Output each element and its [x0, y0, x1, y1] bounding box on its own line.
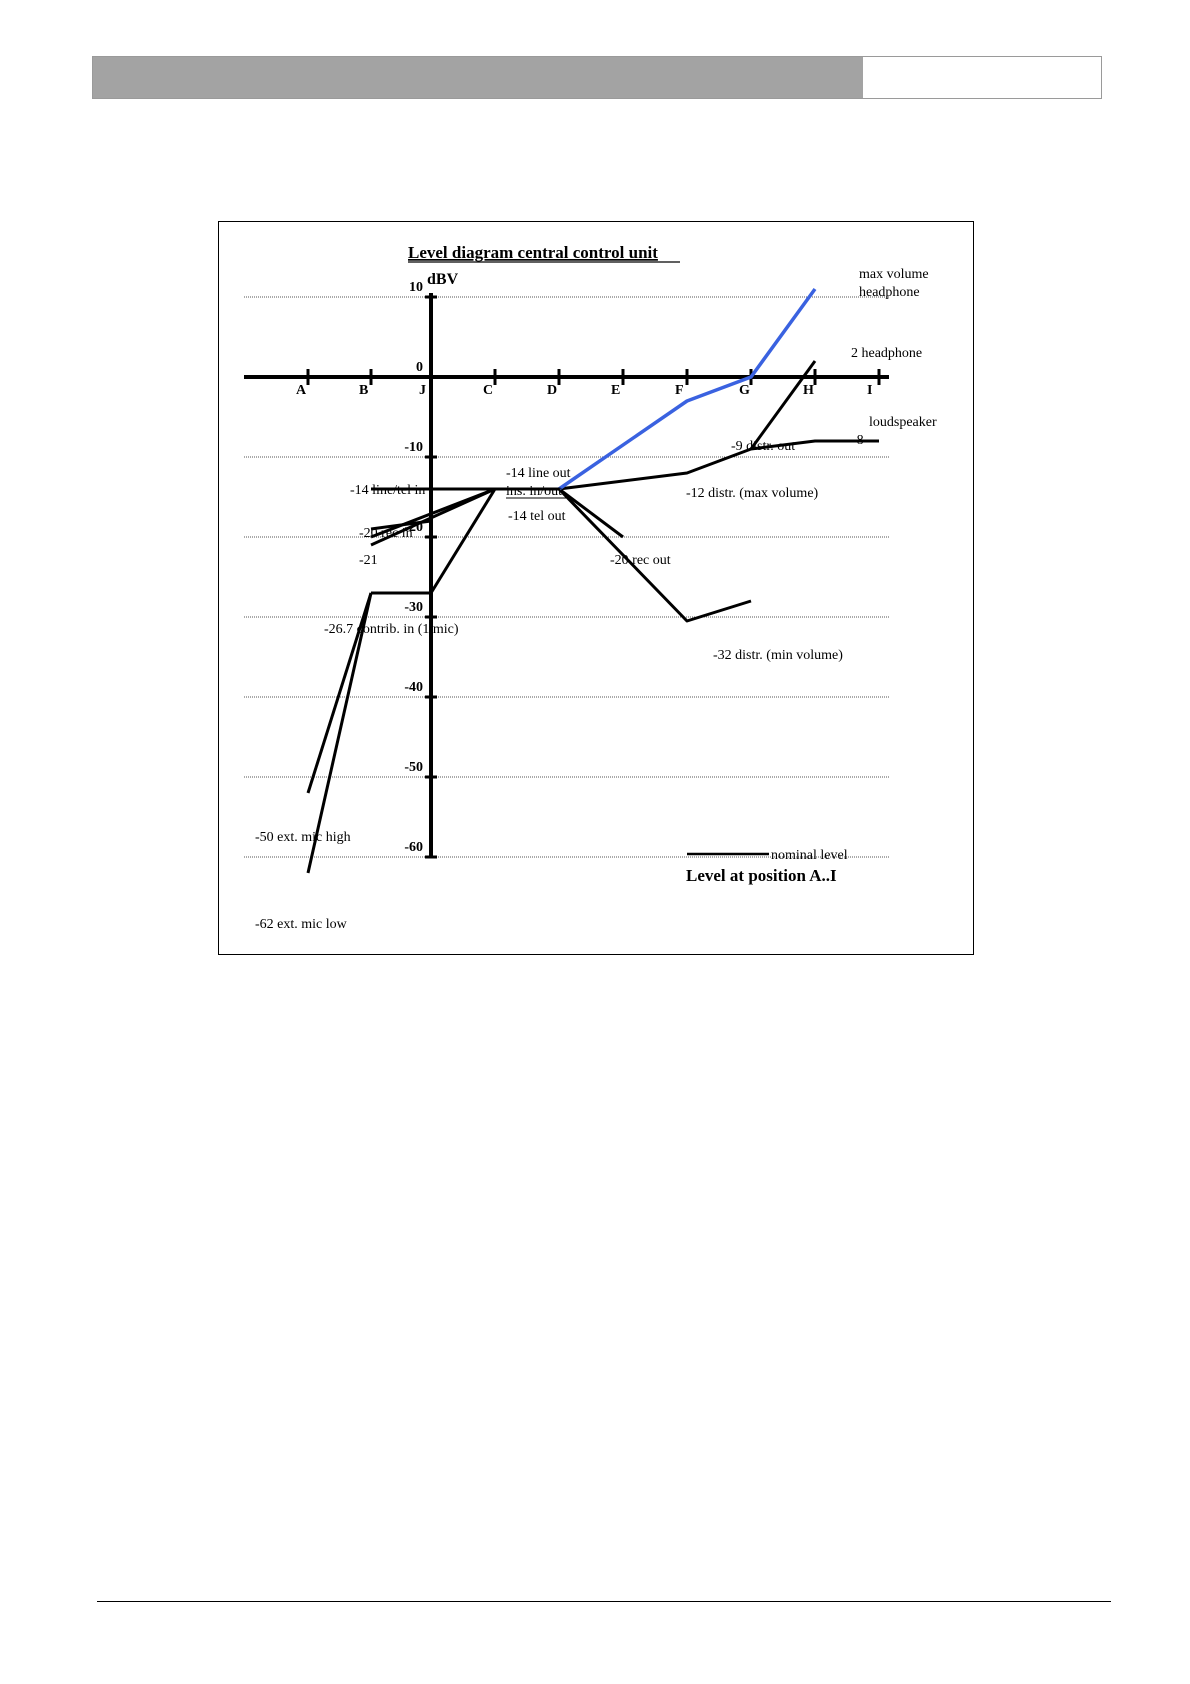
series-line: [559, 289, 815, 489]
y-tick-label: -10: [404, 440, 423, 455]
y-tick-label: 10: [409, 280, 423, 295]
page-header-bar: [92, 56, 1102, 99]
annotation-distr-min: -32 distr. (min volume): [713, 648, 843, 663]
annotation-mic-high: -50 ext. mic high: [255, 830, 351, 845]
x-tick-label: C: [483, 383, 494, 398]
y-tick-label: -40: [404, 680, 423, 695]
x-tick-label: F: [675, 383, 684, 398]
annotation-headphone-label: headphone: [859, 285, 920, 300]
annotation-rec-out: -20 rec out: [610, 553, 671, 568]
y-tick-label: 0: [416, 360, 423, 375]
annotation-loudspeaker-value: -8: [852, 433, 864, 448]
x-tick-label: E: [611, 383, 621, 398]
annotation-max-volume: max volume: [859, 267, 929, 282]
series-line: [559, 441, 879, 489]
page-header-grey-band: [93, 57, 863, 98]
x-axis-label: Level at position A..I: [686, 866, 837, 885]
annotation-rec-in-low: -21: [359, 553, 378, 568]
y-tick-label: -50: [404, 760, 423, 775]
y-tick-label: -60: [404, 840, 423, 855]
level-diagram-chart: [219, 222, 975, 956]
y-tick-label: -20: [404, 520, 423, 535]
annotation-loudspeaker: loudspeaker: [869, 415, 937, 430]
grid-lines: [244, 297, 889, 857]
annotation-contrib-in: -26.7 contrib. in (1 mic): [324, 622, 459, 637]
series-line: [559, 489, 623, 537]
y-axis-label: dBV: [427, 271, 459, 288]
y-tick-labels: [404, 280, 423, 855]
annotation-distr-out: -9 distr. out: [731, 439, 796, 454]
x-tick-label: D: [547, 383, 558, 398]
y-tick-label: -30: [404, 600, 423, 615]
annotation-line-tel-in: -14 line/tel in: [350, 483, 426, 498]
annotation-ins-in-out: ins. in/out: [506, 484, 563, 499]
axes: [244, 293, 889, 857]
x-tick-label: H: [803, 383, 814, 398]
series-line: [751, 361, 815, 449]
x-tick-label: I: [867, 383, 873, 398]
x-tick-label: A: [296, 383, 307, 398]
annotation-mic-low: -62 ext. mic low: [255, 917, 347, 932]
annotation-rec-in: -20 rec in: [359, 526, 413, 541]
annotation-distr-max: -12 distr. (max volume): [686, 486, 819, 501]
page-footer-rule: [97, 1601, 1111, 1602]
annotation-tel-out: -14 tel out: [508, 509, 566, 524]
x-tick-labels: [296, 383, 872, 398]
annotation-2-headphone: 2 headphone: [851, 346, 923, 361]
chart-title: Level diagram central control unit: [408, 243, 658, 262]
x-tick-label: G: [739, 383, 750, 398]
x-tick-label: J: [419, 383, 426, 398]
annotation-line-out: -14 line out: [506, 466, 571, 481]
level-diagram-figure: [218, 221, 974, 955]
x-tick-label: B: [359, 383, 369, 398]
legend-label: nominal level: [771, 848, 848, 863]
